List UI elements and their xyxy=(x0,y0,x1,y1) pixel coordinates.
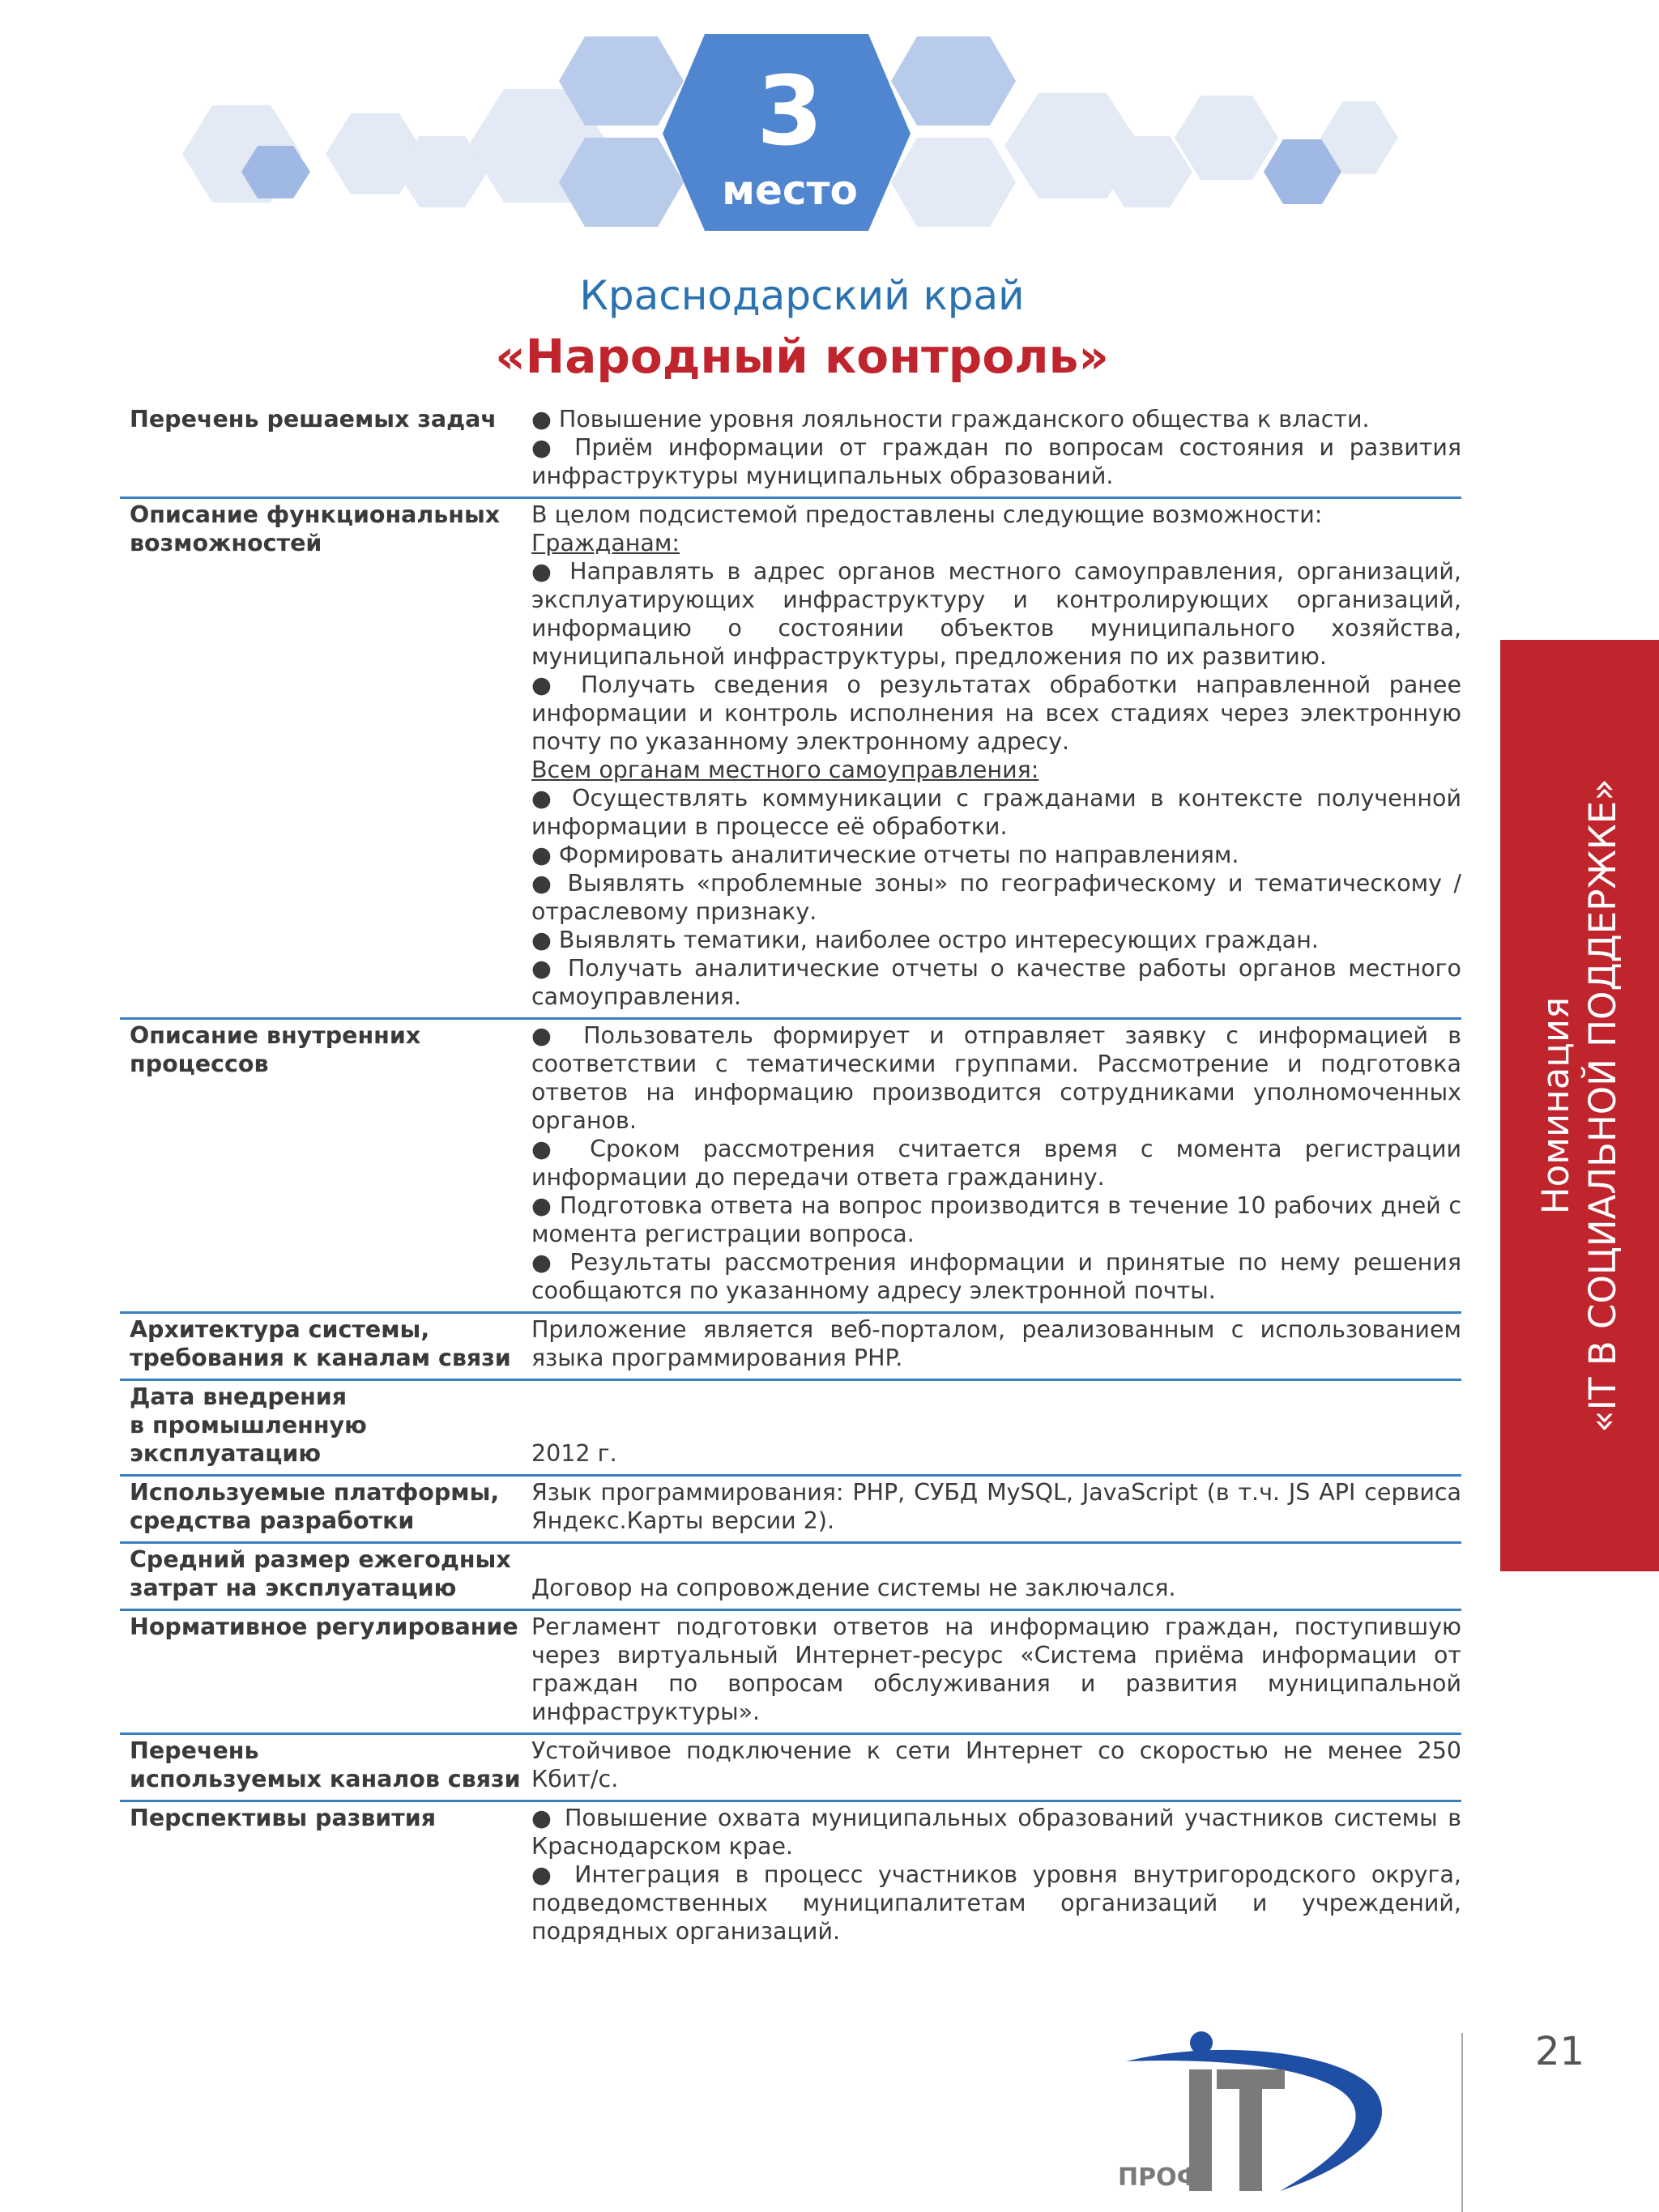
row-label-line: требования к каналам связи xyxy=(130,1345,511,1371)
nomination-name: «IT В СОЦИАЛЬНОЙ ПОДДЕРЖКЕ» xyxy=(1581,778,1624,1433)
row-content-line: ● Направлять в адрес органов местного самоуправления, организаций, эксплуатирующих инфраструктуру и контролирующих организаций, информацию о состоянии объектов муниципального хозяйства, муниципальной инфраструктуры, предложения по их развитию. xyxy=(531,558,1461,670)
footer-divider xyxy=(1461,2033,1463,2212)
hexagon-header-graphic xyxy=(0,0,1659,243)
row-content-line: ● Повышение уровня лояльности гражданского общества к власти. xyxy=(531,406,1370,433)
row-content xyxy=(531,1804,1461,1946)
row-label-line: Перечень xyxy=(130,1737,259,1764)
row-label-line: Описание функциональных xyxy=(130,501,501,528)
row-content xyxy=(531,1613,1461,1726)
row-content-line: ● Подготовка ответа на вопрос производится в течение 10 рабочих дней с момента регистрации вопроса. xyxy=(531,1192,1461,1247)
row-content xyxy=(531,1737,1461,1793)
page-number: 21 xyxy=(1535,2029,1585,2074)
row-content-line: 2012 г. xyxy=(531,1440,617,1467)
table-row xyxy=(120,1544,1461,1611)
row-content xyxy=(531,1478,1461,1535)
nomination-label: Номинация xyxy=(1534,996,1577,1215)
row-content xyxy=(531,1021,1461,1305)
row-content-line: Устойчивое подключение к сети Интернет со скоростью не менее 250 Кбит/с. xyxy=(531,1737,1461,1792)
project-title: «Народный контроль» xyxy=(495,329,1109,384)
prof-it-logo xyxy=(1110,2025,1401,2212)
row-content-line: ● Повышение охвата муниципальных образований участников системы в Краснодарском крае. xyxy=(531,1805,1461,1860)
place-word: место xyxy=(722,167,858,214)
row-label-line: Описание внутренних процессов xyxy=(130,1022,421,1077)
row-label xyxy=(120,1804,531,1946)
row-content-line: Язык программирования: PHP, СУБД MySQL, JavaScript (в т.ч. JS API сервиса Яндекс.Карты версии 2). xyxy=(531,1479,1461,1534)
nomination-text xyxy=(1533,640,1627,1571)
row-content-line: ● Получать сведения о результатах обработки направленной ранее информации и контроль исполнения на всех стадиях через электронную почту по указанному электронному адресу. xyxy=(531,671,1461,755)
row-label-line: Дата внедрения xyxy=(130,1383,348,1410)
row-label xyxy=(120,1613,531,1726)
row-content-line: ● Выявлять «проблемные зоны» по географическому и тематическому / отраслевому признаку. xyxy=(531,870,1461,925)
info-table xyxy=(120,403,1461,1952)
row-content-line: ● Формировать аналитические отчеты по направлениям. xyxy=(531,842,1239,868)
row-label-line: средства разработки xyxy=(130,1507,415,1534)
row-label xyxy=(120,1737,531,1793)
row-content-line: ● Получать аналитические отчеты о качестве работы органов местного самоуправления. xyxy=(531,955,1461,1010)
row-label xyxy=(120,1315,531,1372)
row-label-line: в промышленную эксплуатацию xyxy=(130,1412,367,1467)
row-label xyxy=(120,1478,531,1535)
row-label-line: используемых каналов связи xyxy=(130,1766,521,1792)
table-row xyxy=(120,499,1461,1020)
nomination-sidebar xyxy=(1500,640,1659,1571)
row-label-line: Средний размер ежегодных xyxy=(130,1546,511,1573)
row-content xyxy=(531,405,1461,490)
row-label xyxy=(120,501,531,1011)
row-label-line: Архитектура системы, xyxy=(130,1316,430,1343)
row-label xyxy=(120,1383,531,1468)
row-label-line: Перспективы развития xyxy=(130,1805,437,1831)
row-label-line: затрат на эксплуатацию xyxy=(130,1575,457,1601)
row-label-line: Перечень решаемых задач xyxy=(130,406,497,433)
row-content-line: Договор на сопровождение системы не заключался. xyxy=(531,1575,1176,1601)
place-number: 3 xyxy=(756,55,824,167)
row-content-line: Приложение является веб-порталом, реализованным с использованием языка программирования PHP. xyxy=(531,1316,1461,1371)
table-row xyxy=(120,1802,1461,1952)
row-content-line: ● Интеграция в процесс участников уровня внутригородского округа, подведомственных муниципалитетам организаций и учреждений, подрядных организаций. xyxy=(531,1861,1461,1945)
row-content xyxy=(531,1383,1461,1468)
row-label xyxy=(120,1545,531,1602)
table-row xyxy=(120,1381,1461,1477)
table-row xyxy=(120,1611,1461,1735)
region-title: Краснодарский край xyxy=(579,272,1025,319)
row-label xyxy=(120,405,531,490)
logo-text: ПРОФ xyxy=(1118,2163,1201,2192)
row-content-line: Регламент подготовки ответов на информацию граждан, поступившую через виртуальный Интернет-ресурс «Система приёма информации от граждан по вопросам обслуживания и развития муниципальной инфраструктуры». xyxy=(531,1613,1461,1725)
row-content-line: Всем органам местного самоуправления: xyxy=(531,757,1039,783)
table-row xyxy=(120,1314,1461,1381)
table-row xyxy=(120,1477,1461,1544)
row-label-line: возможностей xyxy=(130,530,322,556)
row-content xyxy=(531,1545,1461,1602)
row-content-line: ● Приём информации от граждан по вопросам состояния и развития инфраструктуры муниципальных образований. xyxy=(531,434,1461,489)
row-content-line: ● Пользователь формирует и отправляет заявку с информацией в соответствии с тематическими группами. Рассмотрение и подготовка ответов на информацию производится сотрудниками уполномоченных органов. xyxy=(531,1022,1461,1134)
row-content-line: ● Выявлять тематики, наиболее остро интересующих граждан. xyxy=(531,927,1319,953)
row-content xyxy=(531,501,1461,1011)
row-label-line: Используемые платформы, xyxy=(130,1479,500,1506)
table-row xyxy=(120,1020,1461,1314)
row-content-line: Гражданам: xyxy=(531,530,680,556)
row-label-line: Нормативное регулирование xyxy=(130,1613,518,1640)
table-row xyxy=(120,403,1461,499)
row-content-line: ● Сроком рассмотрения считается время с момента регистрации информации до передачи ответа гражданину. xyxy=(531,1136,1461,1191)
row-content-line: В целом подсистемой предоставлены следующие возможности: xyxy=(531,501,1323,528)
title-block xyxy=(486,267,1118,389)
row-content-line: ● Результаты рассмотрения информации и принятые по нему решения сообщаются по указанному адресу электронной почты. xyxy=(531,1249,1461,1304)
table-row xyxy=(120,1735,1461,1802)
row-label xyxy=(120,1021,531,1305)
row-content xyxy=(531,1315,1461,1372)
row-content-line: ● Осуществлять коммуникации с гражданами в контексте полученной информации в процессе её обработки. xyxy=(531,785,1461,840)
